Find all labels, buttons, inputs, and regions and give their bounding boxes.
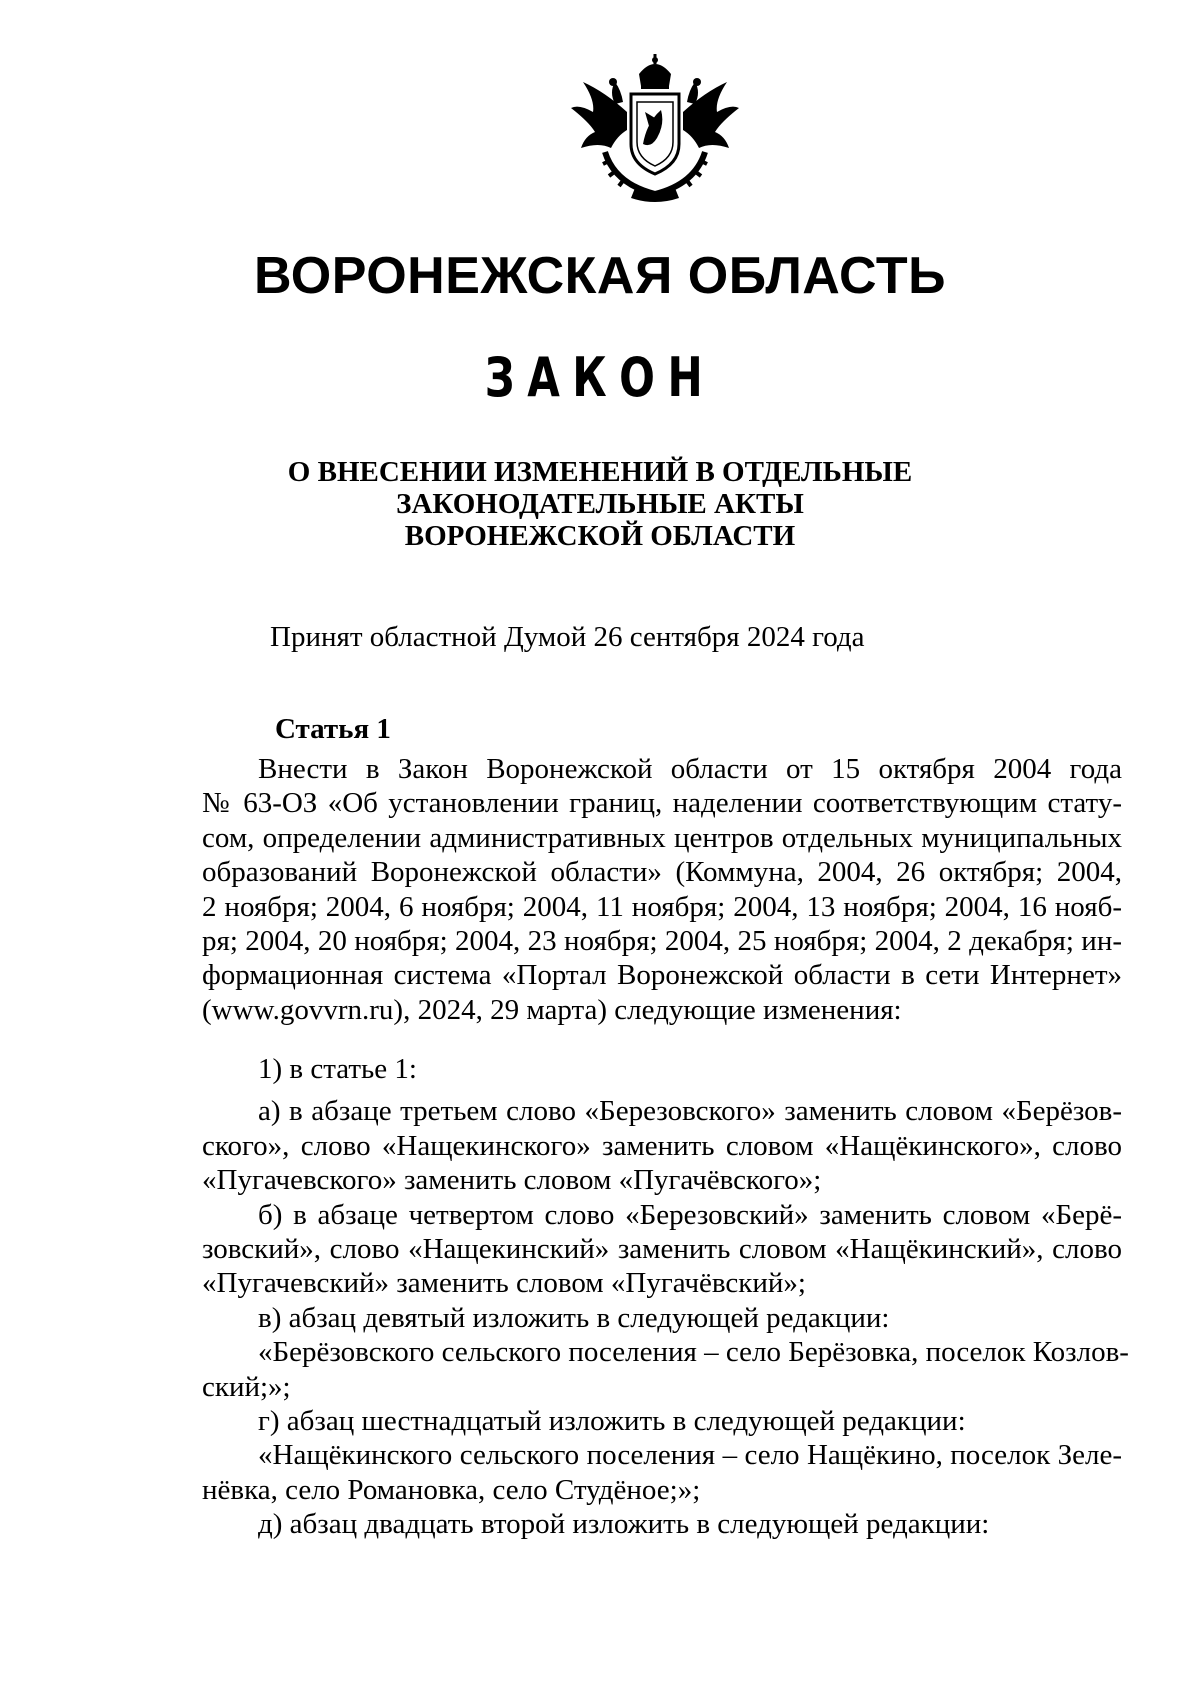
text-line: Внести в Закон Воронежской области от 15 октября 2004 года xyxy=(258,753,1122,785)
text-line: (www.govvrn.ru), 2024, 29 марта) следующие изменения: xyxy=(202,993,902,1026)
text-line: нёвка, село Романовка, село Студёное;»; xyxy=(202,1473,701,1506)
region-title: ВОРОНЕЖСКАЯ ОБЛАСТЬ xyxy=(254,247,946,305)
text-line: «Пугачевский» заменить словом «Пугачёвский»; xyxy=(202,1267,806,1300)
article-heading: Статья 1 xyxy=(275,713,391,745)
text-line: ского», слово «Нащекинского» заменить словом «Нащёкинского», слово xyxy=(202,1129,1122,1162)
text-line: зовский», слово «Нащекинский» заменить словом «Нащёкинский», слово xyxy=(202,1233,1122,1266)
text-line: г) абзац шестнадцатый изложить в следующей редакции: xyxy=(258,1405,966,1438)
law-title-line: ЗАКОНОДАТЕЛЬНЫЕ АКТЫ xyxy=(396,488,804,520)
text-line: № 63-ОЗ «Об установлении границ, наделении соответствующим стату- xyxy=(202,787,1122,820)
text-line: «Нащёкинского сельского поселения – село Нащёкино, поселок Зеле- xyxy=(258,1439,1122,1472)
text-line: «Пугачевского» заменить словом «Пугачёвского»; xyxy=(202,1164,822,1197)
text-line: сом, определении административных центров отдельных муниципальных xyxy=(202,821,1122,854)
text-line: формационная система «Портал Воронежской области в сети Интернет» xyxy=(202,959,1122,992)
text-line: а) в абзаце третьем слово «Березовского» заменить словом «Берёзов- xyxy=(258,1095,1122,1128)
text-line: б) в абзаце четвертом слово «Березовский» заменить словом «Берё- xyxy=(258,1198,1122,1231)
text-line: 2 ноября; 2004, 6 ноября; 2004, 11 ноября; 2004, 13 ноября; 2004, 16 нояб- xyxy=(202,890,1122,923)
law-title-line: О ВНЕСЕНИИ ИЗМЕНЕНИЙ В ОТДЕЛЬНЫЕ xyxy=(287,456,913,488)
text-line: 1) в статье 1: xyxy=(258,1053,417,1085)
article-changes xyxy=(202,1052,1129,1542)
text-line: д) абзац двадцать второй изложить в следующей редакции: xyxy=(258,1508,990,1541)
text-line: ря; 2004, 20 ноября; 2004, 23 ноября; 2004, 25 ноября; 2004, 2 декабря; ин- xyxy=(202,925,1122,958)
law-title xyxy=(0,456,1200,552)
text-line: в) абзац девятый изложить в следующей редакции: xyxy=(258,1301,890,1334)
text-line: ский;»; xyxy=(202,1370,291,1403)
adoption-note: Принят областной Думой 26 сентября 2024 года xyxy=(270,621,865,653)
text-line: «Берёзовского сельского поселения – село Берёзовка, поселок Козлов- xyxy=(258,1336,1129,1369)
text-line: образований Воронежской области» (Коммуна, 2004, 26 октября; 2004, xyxy=(202,856,1122,889)
article-intro-paragraph xyxy=(202,752,1122,1027)
document-type: ЗАКОН xyxy=(484,346,716,409)
coat-of-arms-icon xyxy=(565,52,745,202)
law-title-line: ВОРОНЕЖСКОЙ ОБЛАСТИ xyxy=(404,520,796,552)
